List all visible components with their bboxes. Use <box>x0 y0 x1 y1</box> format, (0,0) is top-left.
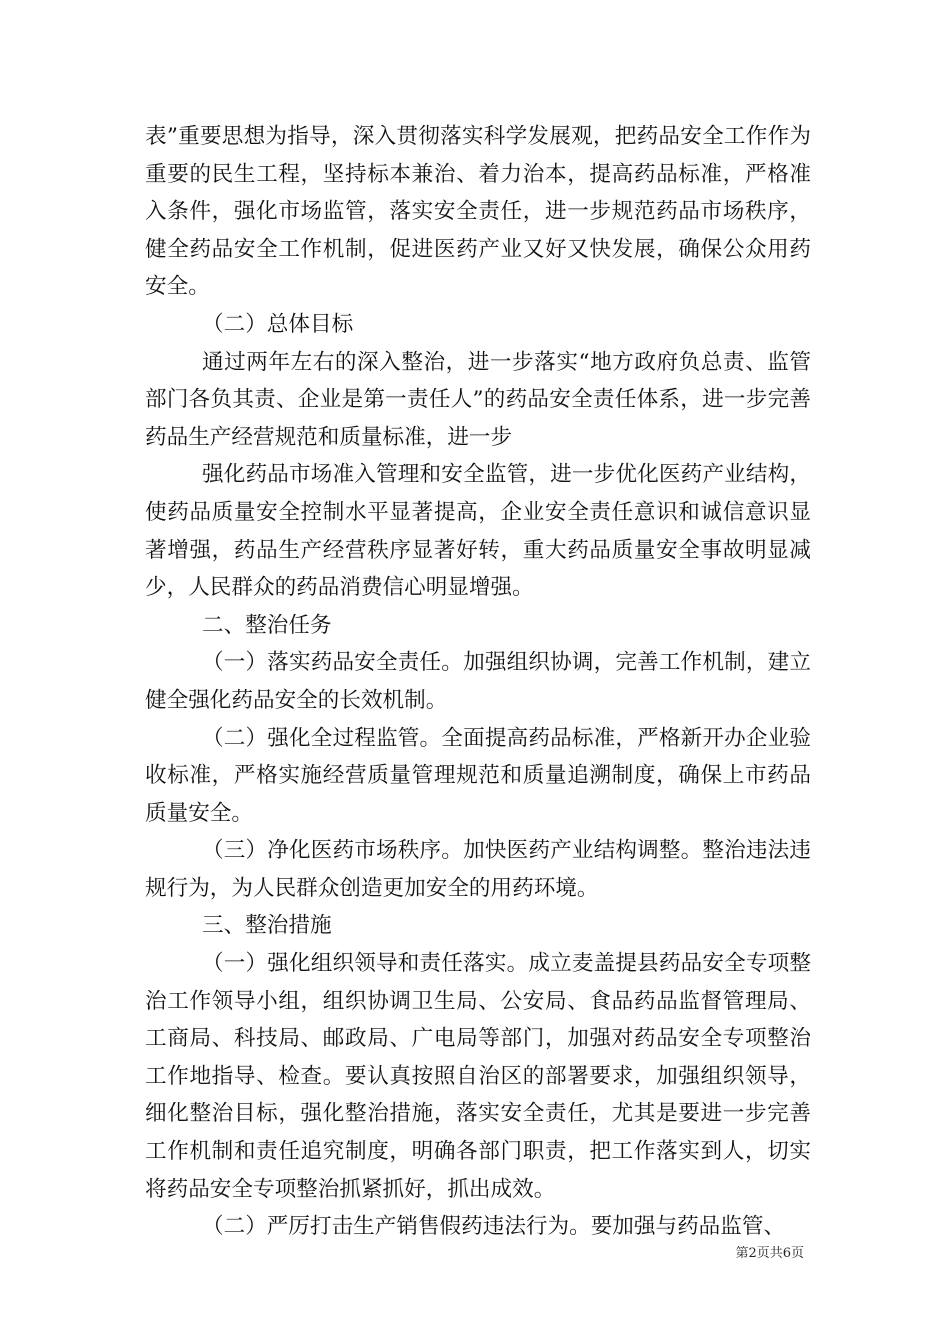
section-heading-tasks: 二、整治任务 <box>202 612 332 638</box>
paragraph-measure-2: （二）严厉打击生产销售假药违法行为。要加强与药品监管、 <box>202 1214 786 1240</box>
section-heading-overall-goal: （二）总体目标 <box>202 311 354 337</box>
paragraph-measure-1: （一）强化组织领导和责任落实。成立麦盖提县药品安全专项整治工作领导小组，组织协调卫生局、公安局、食品药品监督管理局、工商局、科技局、邮政局、广电局等部门，加强对药品安全专项整治工作地指导、检查。要认真按照自治区的部署要求，加强组织领导，细化整治目标，强化整治措施，落实安全责任，尤其是要进一步完善工作机制和责任追究制度，明确各部门职责，把工作落实到人，切实将药品安全专项整治抓紧抓好，抓出成效。 <box>145 951 811 1202</box>
paragraph-goal-part-1: 通过两年左右的深入整治，进一步落实“地方政府负总责、监管部门各负其责、企业是第一责任人”的药品安全责任体系，进一步完善药品生产经营规范和质量标准，进一步 <box>145 349 811 450</box>
page-number-footer: 第2页共6页 <box>735 1246 804 1261</box>
paragraph-task-1: （一）落实药品安全责任。加强组织协调，完善工作机制，建立健全强化药品安全的长效机制。 <box>145 650 811 713</box>
document-body <box>145 118 811 1246</box>
paragraph-goal-part-2: 强化药品市场准入管理和安全监管，进一步优化医药产业结构，使药品质量安全控制水平显著提高，企业安全责任意识和诚信意识显著增强，药品生产经营秩序显著好转，重大药品质量安全事故明显减少，人民群众的药品消费信心明显增强。 <box>145 462 811 601</box>
paragraph-task-2: （二）强化全过程监管。全面提高药品标准，严格新开办企业验收标准，严格实施经营质量管理规范和质量追溯制度，确保上市药品质量安全。 <box>145 725 811 826</box>
paragraph-task-3: （三）净化医药市场秩序。加快医药产业结构调整。整治违法违规行为，为人民群众创造更加安全的用药环境。 <box>145 838 811 901</box>
paragraph-guiding-ideology: 表”重要思想为指导，深入贯彻落实科学发展观，把药品安全工作作为重要的民生工程，坚持标本兼治、着力治本，提高药品标准，严格准入条件，强化市场监管，落实安全责任，进一步规范药品市场秩序，健全药品安全工作机制，促进医药产业又好又快发展，确保公众用药安全。 <box>145 124 811 300</box>
section-heading-measures: 三、整治措施 <box>202 913 332 939</box>
